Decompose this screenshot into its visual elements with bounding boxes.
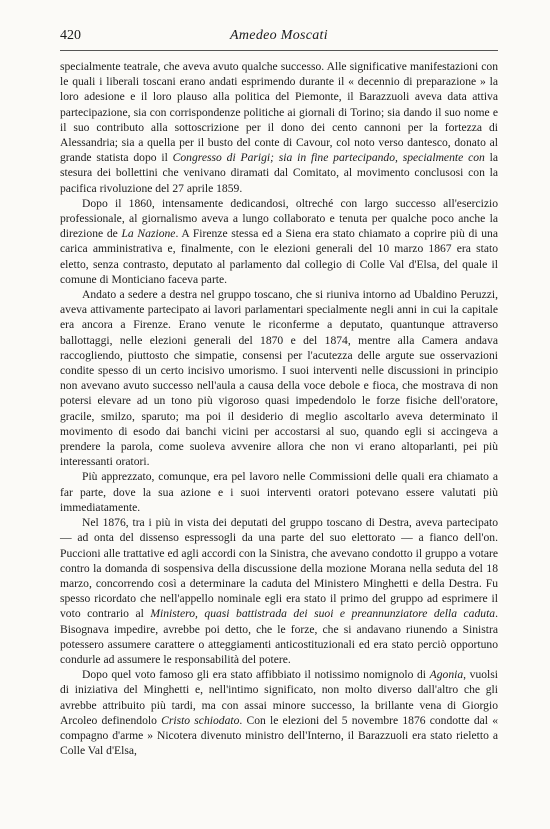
paragraph-6-text-e: . Con le elezioni del 5 novembre 1876 condotte dal « compagno d'arme » Nicotera divenuto ministro dell'Interno, il Barazzuoli era stato rieletto a Colle Val d'Elsa,	[60, 713, 498, 758]
running-head: Amedeo Moscati	[230, 28, 328, 43]
paragraph-1-italic: Congresso di Parigi; sia in fine partecipando, specialmente con	[172, 151, 485, 165]
paragraph-6	[60, 667, 498, 758]
paragraph-6-text-a: Dopo quel voto famoso gli era stato affibbiato il notissimo nomignolo di	[82, 668, 430, 682]
page-number: 420	[60, 28, 81, 43]
page-header	[60, 28, 498, 51]
paragraph-2-text-a: Dopo il 1860, intensamente dedicandosi, oltreché con largo successo all'esercizio professionale, al giornalismo aveva a lungo collaborato e tenuta per qualche poco anche la direzione de	[60, 196, 498, 241]
paragraph-5-text-c: . Bisognava impedire, avrebbe poi detto, che le forze, che si andavano riunendo a Sinistra potessero assumere carattere o atteggiamenti anticostituzionali ed era stato perciò opportuno condurle ad assumere le responsabilità del potere.	[60, 607, 498, 666]
paragraph-2-italic-newspaper: La Nazione	[121, 227, 176, 241]
paragraph-6-text-c: , vuolsi di iniziativa del Minghetti e, nell'intimo significato, non molto diverso dall'altro che gli avrebbe attribuito più tardi, ma con assai minore successo, la brillante vena di Giorgio Arcoleo definendolo	[60, 668, 498, 727]
paragraph-1	[60, 59, 498, 196]
paragraph-6-italic-agonia: Agonia	[429, 668, 464, 682]
paragraph-1-text-a: specialmente teatrale, che aveva avuto qualche successo. Alle significative manifestazioni con le quali i liberali toscani erano andati esprimendo durante il « decennio di preparazione » la loro adesione e il loro plauso alla politica del Piemonte, il Barazzuoli aveva data attiva partecipazione, sia con corrispondenze politiche ai giornali di Torino; sia dando il suo nome e il suo contributo alla sottoscrizione per il dono dei cento cannoni per la fortezza di Alessandria; sia a quella per il busto del conte di Cavour, col noto verso dantesco, donato al grande statista dopo il	[60, 60, 498, 165]
paragraph-4: Più apprezzato, comunque, era pel lavoro nelle Commissioni delle quali era chiamato a far parte, dove la sua azione e i suoi interventi oratori potevano essere valutati più immediatamente.	[60, 470, 498, 514]
paragraph-3: Andato a sedere a destra nel gruppo toscano, che si riuniva intorno ad Ubaldino Peruzzi, aveva attivamente partecipato ai lavori parlamentari specialmente negli anni in cui la capitale era ancora a Firenze. Erano venute le riconferme a deputato, quantunque attraverso ballottaggi, nelle elezioni generali del 1870 e del 1874, mentre alla Camera andava raccogliendo, piuttosto che simpatie, consensi per l'acutezza delle argute sue osservazioni condite spesso di un certo incisivo umorismo. I suoi interventi nelle discussioni in principio non avevano avuto successo nell'aula a causa della voce debole e fioca, che mostrava di non potersi elevare ad un tono più vigoroso quasi impedendolo le forze fisiche dell'oratore, gracile, smilzo, sparuto; ma poi il desiderio di meglio ascoltarlo aveva determinato il movimento di esodo dai banchi vicini per accostarsi al suo, quando egli si accingeva a prendere la parola, come suoleva avvenire allora che non vi erano altoparlanti, pei più interessanti oratori.	[60, 288, 498, 469]
paragraph-2-text-c: . A Firenze stessa ed a Siena era stato chiamato a coprire più di una carica amministrativa e, finalmente, con le elezioni generali del 10 marzo 1867 era stato eletto, senza contrasto, deputato al parlamento dal collegio di Colle Val d'Elsa, del quale il comune di Monticiano faceva parte.	[60, 227, 498, 286]
paragraph-2	[60, 196, 498, 287]
paragraph-6-italic-cristo: Cristo schiodato	[161, 713, 240, 727]
paragraph-5-text-a: Nel 1876, tra i più in vista dei deputati del gruppo toscano di Destra, aveva partecipato — ad onta del dissenso espressogli da una parte del suo elettorato — a fianco dell'on. Puccioni alle trattative ed agli accordi con la Sinistra, che avevano condotto il gruppo a votare contro la domanda di sospensiva della discussione della mozione Morana nella seduta del 18 marzo, concorrendo così a determinare la caduta del Ministero Minghetti e della Destra. Fu spesso ricordato che nell'appello nominale egli era stato il primo del gruppo ad esprimere il voto contrario al	[60, 516, 498, 621]
paragraph-1-text-c: la stesura dei bollettini che venivano diramati dal Comitato, al movimento conclusosi con la pacifica rivoluzione del 27 aprile 1859.	[60, 151, 498, 195]
paragraph-5	[60, 515, 498, 667]
paragraph-5-italic: Ministero, quasi battistrada dei suoi e preannunziatore della caduta	[150, 607, 496, 621]
body-text	[60, 59, 498, 758]
